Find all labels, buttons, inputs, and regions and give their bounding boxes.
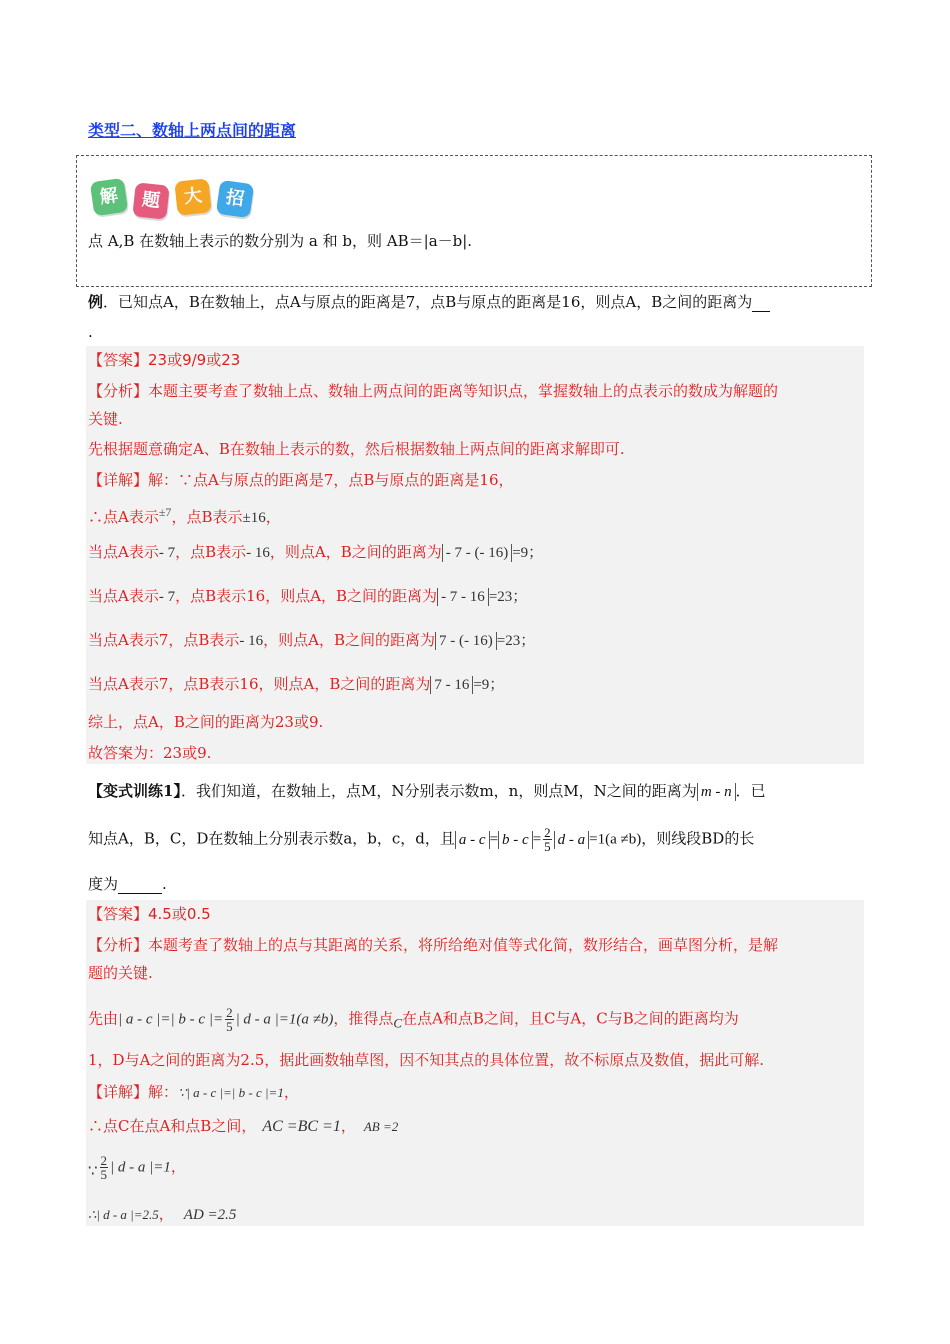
- tip-badge-1: 解: [90, 178, 128, 216]
- variant-detail-3: ∵ $\frac{2}{5}$ | d - a |=1，: [88, 1153, 186, 1182]
- example-detail-1: 【详解】解：∵点A与原点的距离是7，点B与原点的距离是16，: [88, 471, 514, 489]
- section-title: 类型二、数轴上两点间的距离: [88, 121, 297, 140]
- tip-box: [76, 155, 872, 287]
- variant-detail-1: 【详解】解：∵| a - c |=| b - c |=1，: [88, 1083, 299, 1101]
- tip-text: 点 A,B 在数轴上表示的数分别为 a 和 b，则 AB＝|a－b|.: [88, 232, 473, 250]
- example-question-end: .: [88, 323, 93, 341]
- fraction-two-fifths: $\frac{2}{5}$: [544, 825, 551, 854]
- variant-analysis-2: 题的关键.: [88, 964, 153, 982]
- variant-analysis-4: 1，D与A之间的距离为2.5，据此画数轴草图，因不知其点的具体位置，故不标原点及数值，据此可解.: [88, 1051, 765, 1069]
- answer-blank: [752, 297, 770, 312]
- variant-analysis-1: 【分析】本题考查了数轴上的点与其距离的关系，将所给绝对值等式化简，数形结合，画草图分析，是解: [88, 936, 779, 954]
- variant-label: 【变式训练1】: [88, 782, 181, 800]
- example-final-answer: 故答案为：23或9.: [88, 744, 212, 762]
- example-answer: 【答案】23或9/9或23: [88, 351, 241, 369]
- variant-question-1: 【变式训练1】．我们知道，在数轴上，点M，N分别表示数m，n，则点M，N之间的距离为 m - n ．已: [88, 782, 766, 800]
- example-detail-2: ∴点A表示$^{\pm 7}$，点B表示±16，: [88, 505, 281, 526]
- variant-question-3: 度为 .: [88, 875, 167, 893]
- example-analysis-2: 关键.: [88, 410, 123, 428]
- tip-badge-4: 招: [216, 180, 254, 218]
- variant-question-2: 知点A，B，C，D在数轴上分别表示数a，b，c，d，且 a - c = b - c = $\frac{2}{5}$ d - a =1(a ≠b)，则线段BD的长: [88, 825, 755, 854]
- variant-answer-blank: [118, 879, 162, 894]
- variant-answer: 【答案】4.5或0.5: [88, 905, 211, 923]
- variant-detail-4: ∴| d - a |=2.5， AD =2.5: [88, 1205, 237, 1223]
- variant-detail-2: ∴点C在点A和点B之间， AC =BC =1， AB =2: [88, 1117, 399, 1135]
- example-case-3: 当点A表示7，点B表示- 16，则点A，B之间的距离为 7 - (- 16) =23；: [88, 631, 536, 649]
- example-label: 例: [88, 293, 104, 311]
- fraction-two-fifths-detail: $\frac{2}{5}$: [100, 1153, 108, 1182]
- fraction-two-fifths-analysis: $\frac{2}{5}$: [226, 1005, 233, 1034]
- example-case-1: 当点A表示- 7，点B表示- 16，则点A，B之间的距离为 - 7 - (- 16) =9；: [88, 543, 544, 561]
- example-case-2: 当点A表示- 7，点B表示16，则点A，B之间的距离为 - 7 - 16 =23；: [88, 587, 528, 605]
- example-question: 例．已知点A，B在数轴上，点A与原点的距离是7，点B与原点的距离是16，则点A，B之间的距离为: [88, 292, 770, 312]
- example-case-4: 当点A表示7，点B表示16，则点A，B之间的距离为 7 - 16 =9；: [88, 675, 505, 693]
- example-analysis-3: 先根据题意确定A、B在数轴上表示的数，然后根据数轴上两点间的距离求解即可.: [88, 440, 625, 458]
- tip-badge-2: 题: [132, 182, 169, 219]
- example-summary: 综上，点A，B之间的距离为23或9.: [88, 713, 324, 731]
- variant-analysis-3: 先由| a - c |=| b - c |= $\frac{2}{5}$ | d - a |=1(a ≠b)，推得点C在点A和点B之间，且C与A，C与B之间的距离均为: [88, 1005, 739, 1034]
- tip-badge-3: 大: [174, 178, 211, 215]
- example-analysis-1: 【分析】本题主要考查了数轴上点、数轴上两点间的距离等知识点，掌握数轴上的点表示的数成为解题的: [88, 382, 779, 400]
